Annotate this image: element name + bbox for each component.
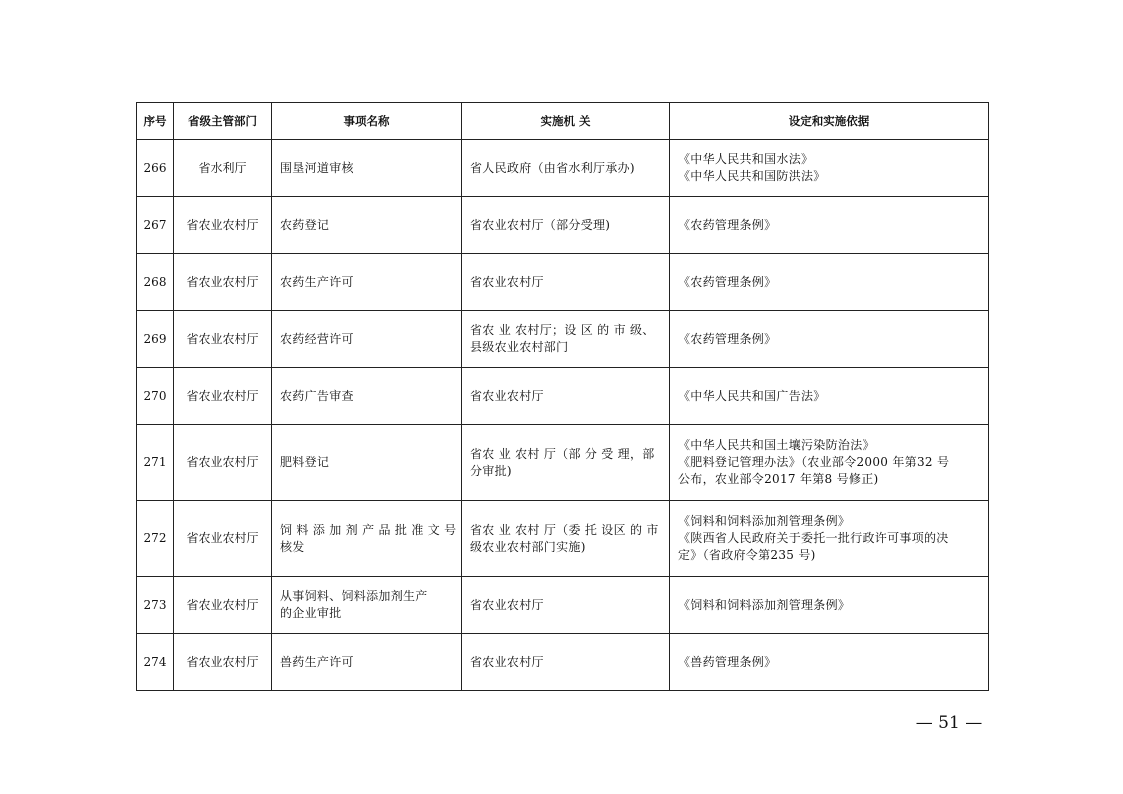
row-item: [272, 311, 462, 368]
row-item-line: 农药经营许可: [280, 331, 354, 346]
row-agency-line: 省农业农村厅: [470, 274, 544, 289]
row-dept: 省农业农村厅: [174, 311, 272, 368]
row-basis: [670, 140, 989, 197]
row-item-line: 肥料登记: [280, 455, 330, 469]
table-row: [137, 634, 989, 691]
row-basis-line: 《陕西省人民政府关于委托一批行政许可事项的决: [678, 531, 949, 545]
row-item-line: 农药生产许可: [280, 274, 354, 289]
row-item-line: 核发: [280, 539, 305, 554]
header-dept: 省级主管部门: [174, 103, 272, 140]
row-basis: [670, 368, 989, 425]
row-item-line: 饲 料 添 加 剂 产 品 批 准 文 号: [280, 522, 457, 537]
row-item: [272, 634, 462, 691]
row-seq: 272: [137, 501, 174, 577]
header-basis: 设定和实施依据: [670, 103, 989, 140]
row-basis: [670, 577, 989, 634]
table-header-row: [137, 103, 989, 140]
row-dept: 省农业农村厅: [174, 368, 272, 425]
row-item-line: 兽药生产许可: [280, 654, 354, 669]
row-agency-line: 省农 业 农村 厅（委 托 设区 的 市: [470, 522, 659, 537]
row-seq: 270: [137, 368, 174, 425]
row-agency-line: 省人民政府（由省水利厅承办): [470, 160, 635, 175]
row-basis-line: 公布，农业部令2017 年第8 号修正): [678, 472, 879, 486]
table-row: [137, 140, 989, 197]
row-seq: 271: [137, 425, 174, 501]
row-dept: 省农业农村厅: [174, 634, 272, 691]
row-basis-line: 《农药管理条例》: [678, 331, 777, 346]
row-agency: [462, 634, 670, 691]
table-row: [137, 425, 989, 501]
row-agency: [462, 577, 670, 634]
row-item-line: 围垦河道审核: [280, 160, 354, 175]
row-item-line: 农药广告审查: [280, 388, 354, 403]
row-agency: [462, 425, 670, 501]
row-agency: [462, 140, 670, 197]
row-dept: 省农业农村厅: [174, 577, 272, 634]
table-row: [137, 197, 989, 254]
row-item: [272, 368, 462, 425]
license-items-table: [136, 102, 989, 691]
row-basis: [670, 311, 989, 368]
row-item: [272, 425, 462, 501]
row-agency-line: 省农业农村厅: [470, 388, 544, 403]
table-row: [137, 577, 989, 634]
row-basis: [670, 254, 989, 311]
header-seq: 序号: [137, 103, 174, 140]
row-basis-line: 《中华人民共和国广告法》: [678, 388, 826, 403]
table-row: [137, 501, 989, 577]
row-dept: 省农业农村厅: [174, 197, 272, 254]
row-agency: [462, 197, 670, 254]
row-basis-line: 《饲料和饲料添加剂管理条例》: [678, 514, 851, 528]
table-row: [137, 254, 989, 311]
row-basis-line: 《兽药管理条例》: [678, 654, 777, 669]
table-row: [137, 368, 989, 425]
row-agency-line: 省农 业 农村 厅（部 分 受 理，部: [470, 446, 655, 461]
row-seq: 274: [137, 634, 174, 691]
row-agency-line: 省农 业 农村厅；设 区 的 市 级、: [470, 323, 655, 337]
row-item: [272, 501, 462, 577]
row-seq: 267: [137, 197, 174, 254]
row-item: [272, 140, 462, 197]
row-basis-line: 《农药管理条例》: [678, 274, 777, 289]
row-basis: [670, 197, 989, 254]
row-item-line: 的企业审批: [280, 606, 342, 620]
row-item: [272, 577, 462, 634]
row-agency: [462, 501, 670, 577]
row-basis: [670, 425, 989, 501]
page-number: — 51 —: [915, 713, 983, 733]
row-agency-line: 分审批): [470, 463, 512, 478]
row-item: [272, 254, 462, 311]
row-seq: 273: [137, 577, 174, 634]
row-agency-line: 级农业农村部门实施): [470, 539, 586, 554]
row-agency-line: 省农业农村厅: [470, 597, 544, 612]
row-agency-line: 县级农业农村部门: [470, 340, 569, 354]
row-dept: 省农业农村厅: [174, 254, 272, 311]
row-basis-line: 《中华人民共和国土壤污染防治法》: [678, 438, 875, 452]
row-seq: 266: [137, 140, 174, 197]
row-basis: [670, 634, 989, 691]
row-basis-line: 《农药管理条例》: [678, 217, 777, 232]
row-agency: [462, 311, 670, 368]
row-basis: [670, 501, 989, 577]
row-agency-line: 省农业农村厅: [470, 654, 544, 669]
row-seq: 269: [137, 311, 174, 368]
row-basis-line: 《肥料登记管理办法》（农业部令2000 年第32 号: [678, 455, 950, 469]
row-seq: 268: [137, 254, 174, 311]
row-agency: [462, 368, 670, 425]
row-item-line: 从事饲料、饲料添加剂生产: [280, 589, 428, 603]
header-agency: 实施机 关: [462, 103, 670, 140]
row-dept: 省农业农村厅: [174, 501, 272, 577]
row-item: [272, 197, 462, 254]
row-basis-line: 定》（省政府令第235 号): [678, 548, 816, 562]
row-basis-line: 《中华人民共和国水法》: [678, 152, 814, 166]
table-row: [137, 311, 989, 368]
row-basis-line: 《中华人民共和国防洪法》: [678, 169, 826, 183]
row-dept: 省农业农村厅: [174, 425, 272, 501]
row-basis-line: 《饲料和饲料添加剂管理条例》: [678, 597, 851, 612]
row-agency: [462, 254, 670, 311]
row-dept: 省水利厅: [174, 140, 272, 197]
row-agency-line: 省农业农村厅（部分受理): [470, 217, 611, 232]
header-item: 事项名称: [272, 103, 462, 140]
row-item-line: 农药登记: [280, 217, 330, 232]
